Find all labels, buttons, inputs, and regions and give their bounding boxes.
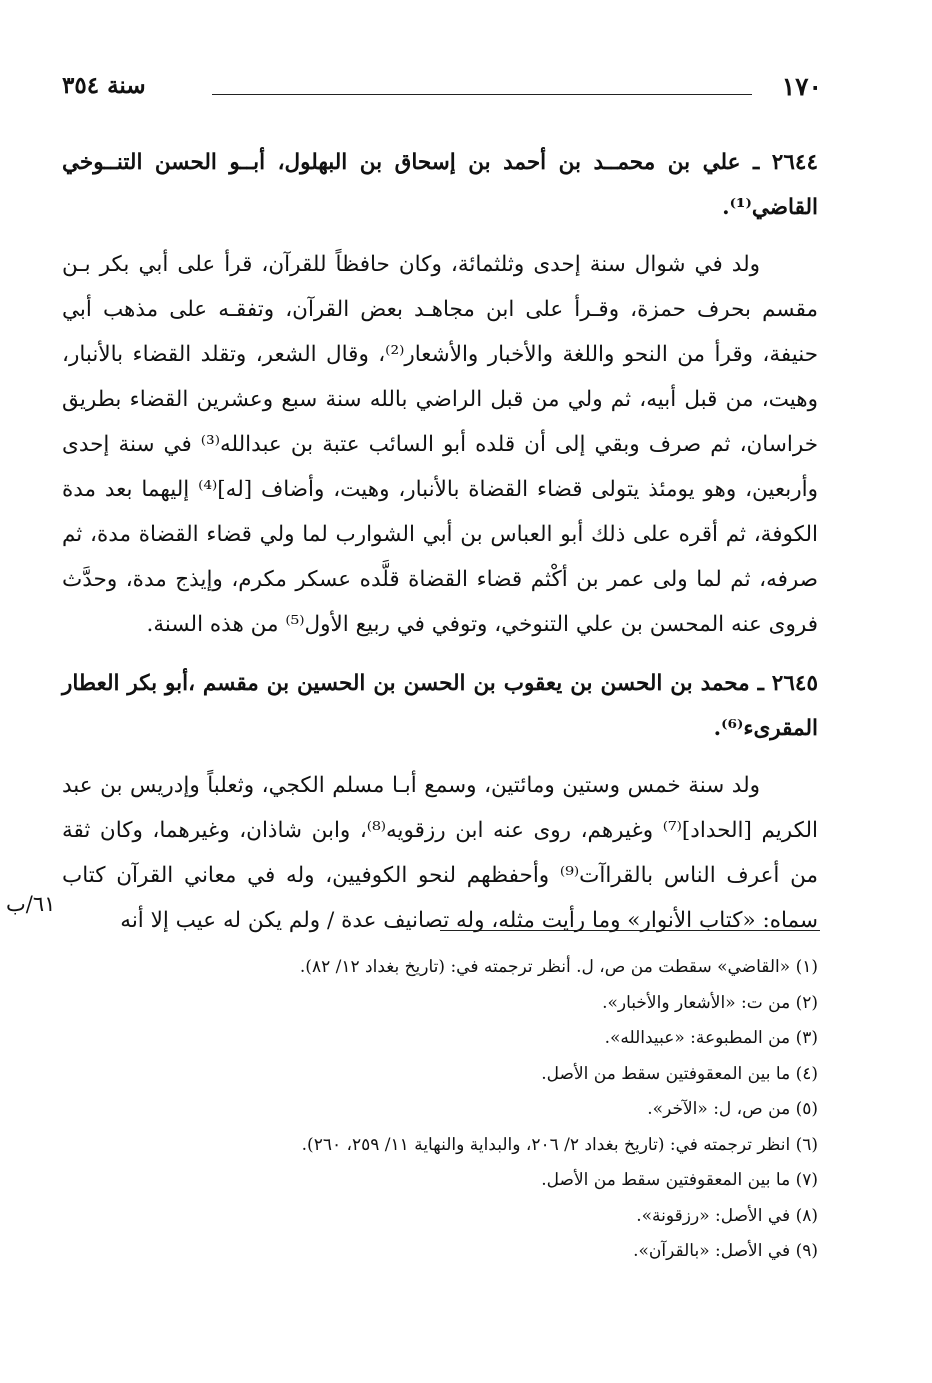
main-text [62, 140, 818, 943]
year-label: سنة ٣٥٤ [62, 72, 146, 99]
header-rule [212, 94, 752, 95]
footnote: (٢) من ت: «الأشعار والأخبار». [602, 992, 818, 1013]
running-header [62, 72, 822, 112]
footnote: (٥) من ص، ل: «الآخر». [647, 1099, 818, 1119]
manuscript-folio-ref: ٦١/ب [6, 892, 56, 916]
footnotes [180, 950, 818, 1270]
footnote: (٤) ما بين المعقوفتين سقط من الأصل. [541, 1063, 818, 1084]
footnote: (٨) في الأصل: «رزقونة». [636, 1205, 818, 1226]
entry-2644-title: ٢٦٤٤ ـ علي بن محمــد بن أحمد بن إسحاق بن البهلول، أبــو الحسن التنــوخي القاضي⁽¹⁾. [62, 150, 818, 220]
footnote: (٩) في الأصل: «بالقرآن». [633, 1241, 818, 1261]
footnote: (٣) من المطبوعة: «عبيدالله». [604, 1028, 818, 1048]
entry-2645-text: ولد سنة خمس وستين ومائتين، وسمع أبـا مسلم الكجي، وثعلباً وإدريس بن عبد الكريم [الحداد]⁽⁷⁾ وغيرهم، روى عنه ابن رزقويه⁽⁸⁾، وابن شاذان، وغيرهما، وكان ثقة من أعرف الناس بالقراآت⁽⁹⁾ وأحفظهم لنحو الكوفيين، وله في معاني القرآن كتاب سماه: «كتاب الأنوار» وما رأيت مثله، وله تصانيف عدة / ولم يكن له عيب إلا أنه [62, 773, 818, 933]
entry-2645-title: ٢٦٤٥ ـ محمد بن الحسن بن يعقوب بن الحسن بن الحسين بن مقسم ،أبو بكر العطار المقرىء⁽⁶⁾. [62, 671, 818, 741]
footnote: (٦) انظر ترجمته في: (تاريخ بغداد ٢/ ٢٠٦، والبداية والنهاية ١١/ ٢٥٩، ٢٦٠). [301, 1134, 818, 1155]
footnote: (١) «القاضي» سقطت من ص، ل. أنظر ترجمته في: (تاريخ بغداد ١٢/ ٨٢). [299, 957, 818, 977]
footnote-rule [440, 930, 820, 931]
footnote: (٧) ما بين المعقوفتين سقط من الأصل. [541, 1170, 818, 1190]
entry-2644-text: ولد في شوال سنة إحدى وثلثمائة، وكان حافظاً للقرآن، قرأ على أبي بكر بـن مقسم بحرف حمزة، وقـرأ على ابن مجاهـد بعض القرآن، وتفقـه على مذهب أبي حنيفة، وقرأ من النحو واللغة والأخبار والأشعار⁽²⁾، وقال الشعر، وتقلد القضاء بالأنبار، وهيت، من قبل أبيه، ثم ولي من قبل الراضي بالله سنة سبع وعشرين القضاء بطريق خراسان، ثم صرف وبقي إلى أن قلده أبو السائب عتبة بن عبدالله⁽³⁾ في سنة إحدى وأربعين، وهو يومئذ يتولى قضاء القضاة بالأنبار، وهيت، وأضاف [له]⁽⁴⁾ إليهما بعد مدة الكوفة، ثم أقره على ذلك أبو العباس بن أبي الشوارب لما ولي قضاء القضاة مدة، ثم صرفه، ثم لما ولى عمر بن أكْثم قضاء القضاة قلَّده عسكر مكرم، وإيذج مدة، وحدَّث فروى عنه المحسن بن علي التنوخي، وتوفي في ربيع الأول⁽⁵⁾ من هذه السنة. [62, 252, 818, 637]
page-number: ١٧٠ [781, 72, 822, 101]
